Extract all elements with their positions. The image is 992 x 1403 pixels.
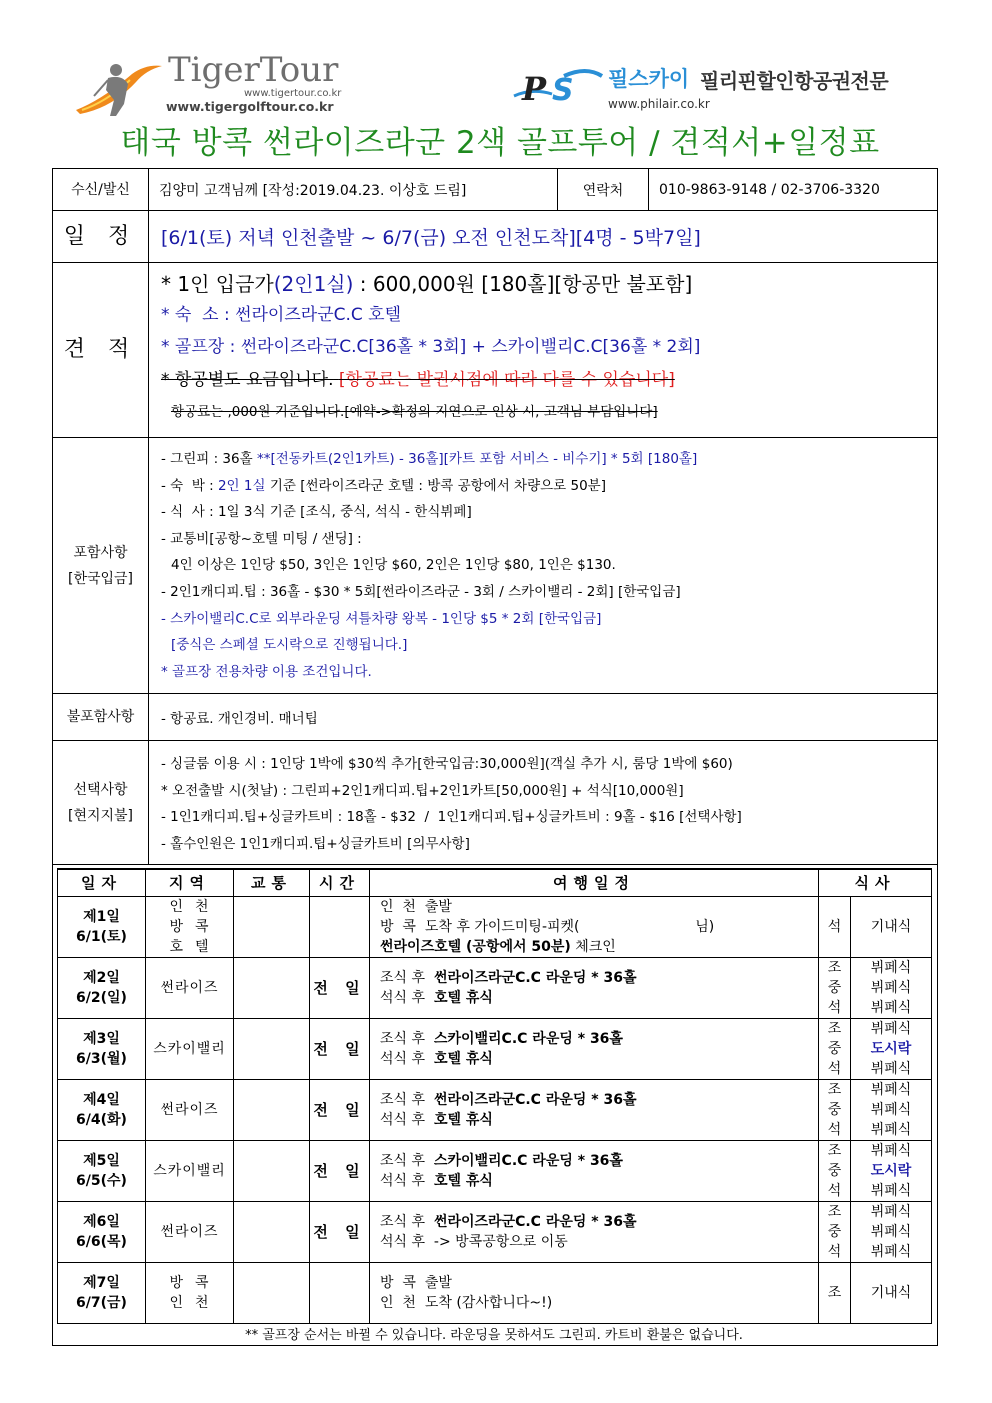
plan-cell (370, 1080, 819, 1141)
region-name: 호 텔 (169, 939, 210, 955)
plan-highlight: 썬라이즈라군C.C 라운딩 * 36홀 (433, 970, 637, 986)
day-date: 6/6(목) (76, 1234, 127, 1250)
contact-label: 연락처 (558, 169, 649, 210)
meal-slot: 석 (827, 919, 842, 935)
region-cell (146, 1019, 234, 1080)
optional-item: * 오전출발 시(첫날) : 그린피+2인1캐디피.팁+2인1카트[50,000원] + 석식[10,000원] (161, 782, 684, 799)
region-name: 방 콕 (169, 919, 210, 935)
meal-type: 기내식 (870, 919, 912, 935)
price-line (161, 269, 937, 299)
plan-text: 석식 후 (380, 1173, 434, 1189)
plan-highlight: 썬라이즈호텔 (공항에서 50분) (380, 939, 571, 955)
region-name: 썬라이즈 (160, 980, 219, 996)
philsky-logo (512, 62, 902, 118)
region-cell (146, 958, 234, 1019)
header-day: 일자 (58, 869, 146, 897)
meal-slot: 중 (827, 980, 842, 996)
region-name: 스카이밸리 (153, 1041, 226, 1057)
meal-type: 뷔페식 (870, 1122, 912, 1138)
greenfee-prefix: - 그린피 : 36홀 (161, 451, 257, 467)
meal-cell (819, 1019, 851, 1080)
meal-type: 뷔페식 (870, 960, 912, 976)
quote-label: 견 적 (53, 263, 149, 437)
svg-text:S: S (552, 73, 574, 108)
document-title: 태국 방콕 썬라이즈라군 2색 골프투어 / 견적서+일정표 (120, 125, 880, 161)
condition-line: * 골프장 전용차량 이용 조건입니다. (161, 663, 372, 680)
optional-item: - 홀수인원은 1인1캐디피.팁+싱글카트비 [의무사항] (161, 835, 470, 852)
price-room: (2인1실) (273, 272, 354, 296)
region-name: 인 천 (169, 1295, 210, 1311)
region-name: 스카이밸리 (153, 1163, 226, 1179)
time-cell: 전 일 (310, 958, 370, 1019)
meal-type-lunchbox: 도시락 (870, 1041, 912, 1057)
plan-cell (370, 1141, 819, 1202)
plan-text: 석식 후 (380, 1051, 434, 1067)
golf-course-line: * 골프장 : 썬라이즈라군C.C[36홀 * 3회] + 스카이밸리C.C[36홀 * 2회] (161, 337, 701, 357)
plan-highlight: 스카이밸리C.C 라운딩 * 36홀 (433, 1153, 623, 1169)
time-cell: 전 일 (310, 1141, 370, 1202)
day-date: 6/3(월) (76, 1051, 127, 1067)
region-cell (146, 1202, 234, 1263)
philsky-url: www.philair.co.kr (608, 97, 710, 111)
region-cell (146, 897, 234, 958)
lodging-line: * 숙 소 : 썬라이즈라군C.C 호텔 (161, 305, 402, 325)
plan-text: 조식 후 (380, 1214, 434, 1230)
optional-item: - 1인1캐디피.팁+싱글카트비 : 18홀 - $32 / 1인1캐디피.팁+싱글카트비 : 9홀 - $16 [선택사항] (161, 809, 742, 826)
header-meals: 식사 (819, 869, 932, 897)
meal-type-cell (851, 897, 932, 958)
day-cell (58, 1019, 146, 1080)
itinerary-body (58, 897, 932, 1324)
caddy-line: - 2인1캐디피.팁 : 36홀 - $30 * 5회[썬라이즈라군 - 3회 / 스카이밸리 - 2회] [한국입금] (161, 583, 681, 600)
transport-cell (234, 897, 310, 958)
meal-slot: 중 (827, 1041, 842, 1057)
meal-slot: 조 (827, 1021, 842, 1037)
contact-value: 010-9863-9148 / 02-3706-3320 (659, 181, 880, 198)
time-cell: 전 일 (310, 1202, 370, 1263)
plan-text: 인 천 출발 (380, 899, 452, 915)
meal-type-cell (851, 1202, 932, 1263)
meal-slot: 석 (827, 1183, 842, 1199)
meal-cell (819, 897, 851, 958)
lodging-suffix: 기준 [썬라이즈라군 호텔 : 방콕 공항에서 차량으로 50분] (265, 477, 606, 494)
excluded-value: - 항공료. 개인경비. 매너팁 (161, 711, 318, 727)
greenfee-detail: **[전동카트(2인1카트) - 36홀][카트 포함 서비스 - 비수기] * 5회 [180홀] (256, 451, 698, 467)
day-cell (58, 1263, 146, 1324)
price-suffix: : 600,000원 [180홀][항공만 불포함] (353, 272, 693, 296)
meal-slot: 석 (827, 1061, 842, 1077)
meal-type: 기내식 (870, 1285, 912, 1301)
plan-cell (370, 958, 819, 1019)
meal-type: 뷔페식 (870, 1102, 912, 1118)
plan-line (380, 1049, 818, 1069)
plan-line (380, 968, 818, 988)
ps-mark-icon (512, 66, 604, 108)
itinerary-row (58, 1080, 932, 1141)
day-cell (58, 1141, 146, 1202)
meal-type: 뷔페식 (870, 1183, 912, 1199)
lunch-line: [중식은 스페셜 도시락으로 진행됩니다.] (171, 637, 408, 654)
airfare-note (161, 363, 937, 397)
transport-cell (234, 1202, 310, 1263)
plan-cell (370, 1202, 819, 1263)
transport-cell (234, 1141, 310, 1202)
optional-label-sub: [현지지불] (67, 807, 134, 824)
day-date: 6/4(화) (76, 1112, 127, 1128)
transport-rates-line: 4인 이상은 1인당 $50, 3인은 1인당 $60, 2인은 1인당 $80, 1인은 $130. (171, 557, 616, 574)
plan-text: 조식 후 (380, 1092, 434, 1108)
itinerary-row (58, 958, 932, 1019)
schedule-value: [6/1(토) 저녁 인천출발 ~ 6/7(금) 오전 인천도착][4명 - 5박7일] (161, 227, 701, 249)
meal-slot: 석 (827, 1244, 842, 1260)
region-cell (146, 1263, 234, 1324)
price-prefix: * 1인 입금가 (161, 272, 274, 296)
meal-type-lunchbox: 도시락 (870, 1163, 912, 1179)
lodging-room: 2인 1실 (217, 477, 266, 494)
plan-line (380, 1090, 818, 1110)
meal-type: 뷔페식 (870, 1143, 912, 1159)
tigergolftour-url: www.tigergolftour.co.kr (166, 99, 334, 114)
meal-cell (819, 1080, 851, 1141)
plan-line (380, 1151, 818, 1171)
region-cell (146, 1141, 234, 1202)
meal-type-cell (851, 1019, 932, 1080)
included-row (53, 438, 937, 694)
plan-line (380, 1110, 818, 1130)
plan-highlight: 썬라이즈라군C.C 라운딩 * 36홀 (433, 1092, 637, 1108)
quote-row (53, 263, 937, 438)
meal-slot: 석 (827, 1000, 842, 1016)
optional-row (53, 741, 937, 865)
itinerary-row (58, 1141, 932, 1202)
day-date: 6/5(수) (76, 1173, 127, 1189)
meal-slot: 중 (827, 1224, 842, 1240)
plan-text: 방 콕 도착 후 가이드미팅-피켓( 님) (380, 919, 715, 935)
transport-cell (234, 1080, 310, 1141)
meal-type-cell (851, 1080, 932, 1141)
day-number: 제1일 (83, 909, 120, 925)
transport-cell (234, 1019, 310, 1080)
header-transport: 교통 (234, 869, 310, 897)
itinerary-row (58, 1202, 932, 1263)
plan-text: 방 콕 출발 (380, 1275, 452, 1291)
header-plan: 여행일정 (370, 869, 819, 897)
meal-slot: 중 (827, 1163, 842, 1179)
plan-cell (370, 1019, 819, 1080)
region-name: 인 천 (169, 899, 210, 915)
time-cell (310, 1263, 370, 1324)
itinerary-section (53, 865, 937, 1345)
transport-cell (234, 958, 310, 1019)
philsky-brand: 필스카이 (608, 67, 690, 91)
quote-table (52, 168, 938, 1346)
meal-cell (819, 1202, 851, 1263)
day-cell (58, 1080, 146, 1141)
plan-cell (370, 1263, 819, 1324)
golfer-swoosh-icon (72, 60, 164, 116)
meals-line: - 식 사 : 1일 3식 기준 [조식, 중식, 석식 - 한식뷔페] (161, 504, 472, 521)
day-number: 제7일 (83, 1275, 120, 1291)
meal-type: 뷔페식 (870, 1224, 912, 1240)
plan-highlight: 호텔 휴식 (433, 1112, 493, 1128)
plan-line (380, 937, 818, 957)
shuttle-line: - 스카이밸리C.C로 외부라운딩 셔틀차량 왕복 - 1인당 $5 * 2회 [한국입금] (161, 610, 602, 627)
region-name: 썬라이즈 (160, 1102, 219, 1118)
tigertour-name: TigerTour (168, 50, 339, 90)
meal-type: 뷔페식 (870, 980, 912, 996)
airfare-note-text: * 항공별도 요금입니다. (161, 370, 334, 390)
plan-highlight: 호텔 휴식 (433, 1173, 493, 1189)
meal-slot: 조 (827, 1285, 842, 1301)
plan-line (380, 1029, 818, 1049)
meal-cell (819, 1141, 851, 1202)
time-cell (310, 897, 370, 958)
region-name: 방 콕 (169, 1275, 210, 1291)
day-number: 제2일 (83, 970, 120, 986)
time-cell: 전 일 (310, 1019, 370, 1080)
transport-cell (234, 1263, 310, 1324)
day-cell (58, 958, 146, 1019)
excluded-label: 불포함사항 (53, 694, 149, 740)
optional-item: - 싱글룸 이용 시 : 1인당 1박에 $30씩 추가[한국입금:30,000원](객실 추가 시, 룸당 1박에 $60) (161, 756, 733, 772)
meal-type: 뷔페식 (870, 1244, 912, 1260)
meal-slot: 조 (827, 960, 842, 976)
meal-type: 뷔페식 (870, 1021, 912, 1037)
optional-label-title: 선택사항 (73, 781, 128, 798)
meal-slot: 석 (827, 1122, 842, 1138)
plan-text: 석식 후 (380, 990, 434, 1006)
plan-cell (370, 897, 819, 958)
itinerary-row (58, 1263, 932, 1324)
plan-line (380, 897, 818, 917)
day-number: 제5일 (83, 1153, 120, 1169)
itinerary-table (57, 868, 932, 1324)
plan-line (380, 1212, 818, 1232)
region-cell (146, 1080, 234, 1141)
day-number: 제3일 (83, 1031, 120, 1047)
schedule-row (53, 211, 937, 263)
day-date: 6/7(금) (76, 1295, 127, 1311)
plan-line (380, 917, 818, 937)
plan-text: 석식 후 -> 방콕공항으로 이동 (380, 1234, 568, 1250)
plan-line (380, 988, 818, 1008)
meal-type: 뷔페식 (870, 1000, 912, 1016)
meal-type: 뷔페식 (870, 1061, 912, 1077)
excluded-row (53, 694, 937, 741)
lodging-included-line (161, 473, 937, 500)
itinerary-row (58, 1019, 932, 1080)
tigertour-url: www.tigertour.co.kr (244, 88, 342, 99)
plan-text: 석식 후 (380, 1112, 434, 1128)
tigertour-logo (66, 50, 396, 118)
philsky-tagline: 필리핀할인항공권전문 (700, 69, 889, 93)
included-label-sub: [한국입금] (67, 570, 134, 587)
plan-text: 인 천 도착 (감사합니다~!) (380, 1295, 553, 1311)
airfare-basis: 항공료는 ,000원 기준입니다.[예약->확정의 지연으로 인상 시, 고객님 부담입니다] (171, 404, 658, 420)
recipient-value: 김양미 고객님께 [작성:2019.04.23. 이상호 드림] (149, 169, 558, 210)
plan-rest: 체크인 (570, 939, 616, 955)
included-label-title: 포함사항 (73, 544, 128, 561)
meal-slot: 조 (827, 1204, 842, 1220)
plan-highlight: 썬라이즈라군C.C 라운딩 * 36홀 (433, 1214, 637, 1230)
plan-highlight: 스카이밸리C.C 라운딩 * 36홀 (433, 1031, 623, 1047)
header-region: 지역 (146, 869, 234, 897)
plan-line (380, 1293, 818, 1313)
itinerary-footnote: ** 골프장 순서는 바뀔 수 있습니다. 라운딩을 못하셔도 그린피. 카트비 환불은 없습니다. (245, 1328, 743, 1343)
plan-line (380, 1171, 818, 1191)
plan-text: 조식 후 (380, 1153, 434, 1169)
recipient-label: 수신/발신 (53, 169, 149, 210)
lodging-prefix: - 숙 박 : (161, 477, 218, 494)
included-label (53, 438, 149, 693)
meal-slot: 조 (827, 1143, 842, 1159)
time-cell: 전 일 (310, 1080, 370, 1141)
meal-cell (819, 1263, 851, 1324)
meal-type-cell (851, 1263, 932, 1324)
airfare-warning: [항공료는 발권시점에 따라 다를 수 있습니다] (338, 370, 675, 390)
day-date: 6/2(일) (76, 990, 127, 1006)
region-name: 썬라이즈 (160, 1224, 219, 1240)
itinerary-header-row (58, 869, 932, 897)
meal-type: 뷔페식 (870, 1082, 912, 1098)
greenfee-line (161, 446, 937, 473)
meal-cell (819, 958, 851, 1019)
day-cell (58, 897, 146, 958)
plan-line (380, 1232, 818, 1252)
meal-slot: 중 (827, 1102, 842, 1118)
day-number: 제4일 (83, 1092, 120, 1108)
plan-highlight: 호텔 휴식 (433, 1051, 493, 1067)
day-number: 제6일 (83, 1214, 120, 1230)
day-cell (58, 1202, 146, 1263)
transport-line: - 교통비[공항~호텔 미팅 / 샌딩] : (161, 530, 362, 547)
plan-text: 조식 후 (380, 1031, 434, 1047)
meal-type-cell (851, 1141, 932, 1202)
plan-highlight: 호텔 휴식 (433, 990, 493, 1006)
header-time: 시간 (310, 869, 370, 897)
svg-text:P: P (522, 70, 547, 108)
meal-type: 뷔페식 (870, 1204, 912, 1220)
plan-line (380, 1273, 818, 1293)
info-row (53, 169, 937, 211)
day-date: 6/1(토) (76, 929, 127, 945)
itinerary-row (58, 897, 932, 958)
meal-slot: 조 (827, 1082, 842, 1098)
plan-text: 조식 후 (380, 970, 434, 986)
optional-label (53, 741, 149, 864)
meal-type-cell (851, 958, 932, 1019)
schedule-label: 일 정 (53, 211, 149, 262)
